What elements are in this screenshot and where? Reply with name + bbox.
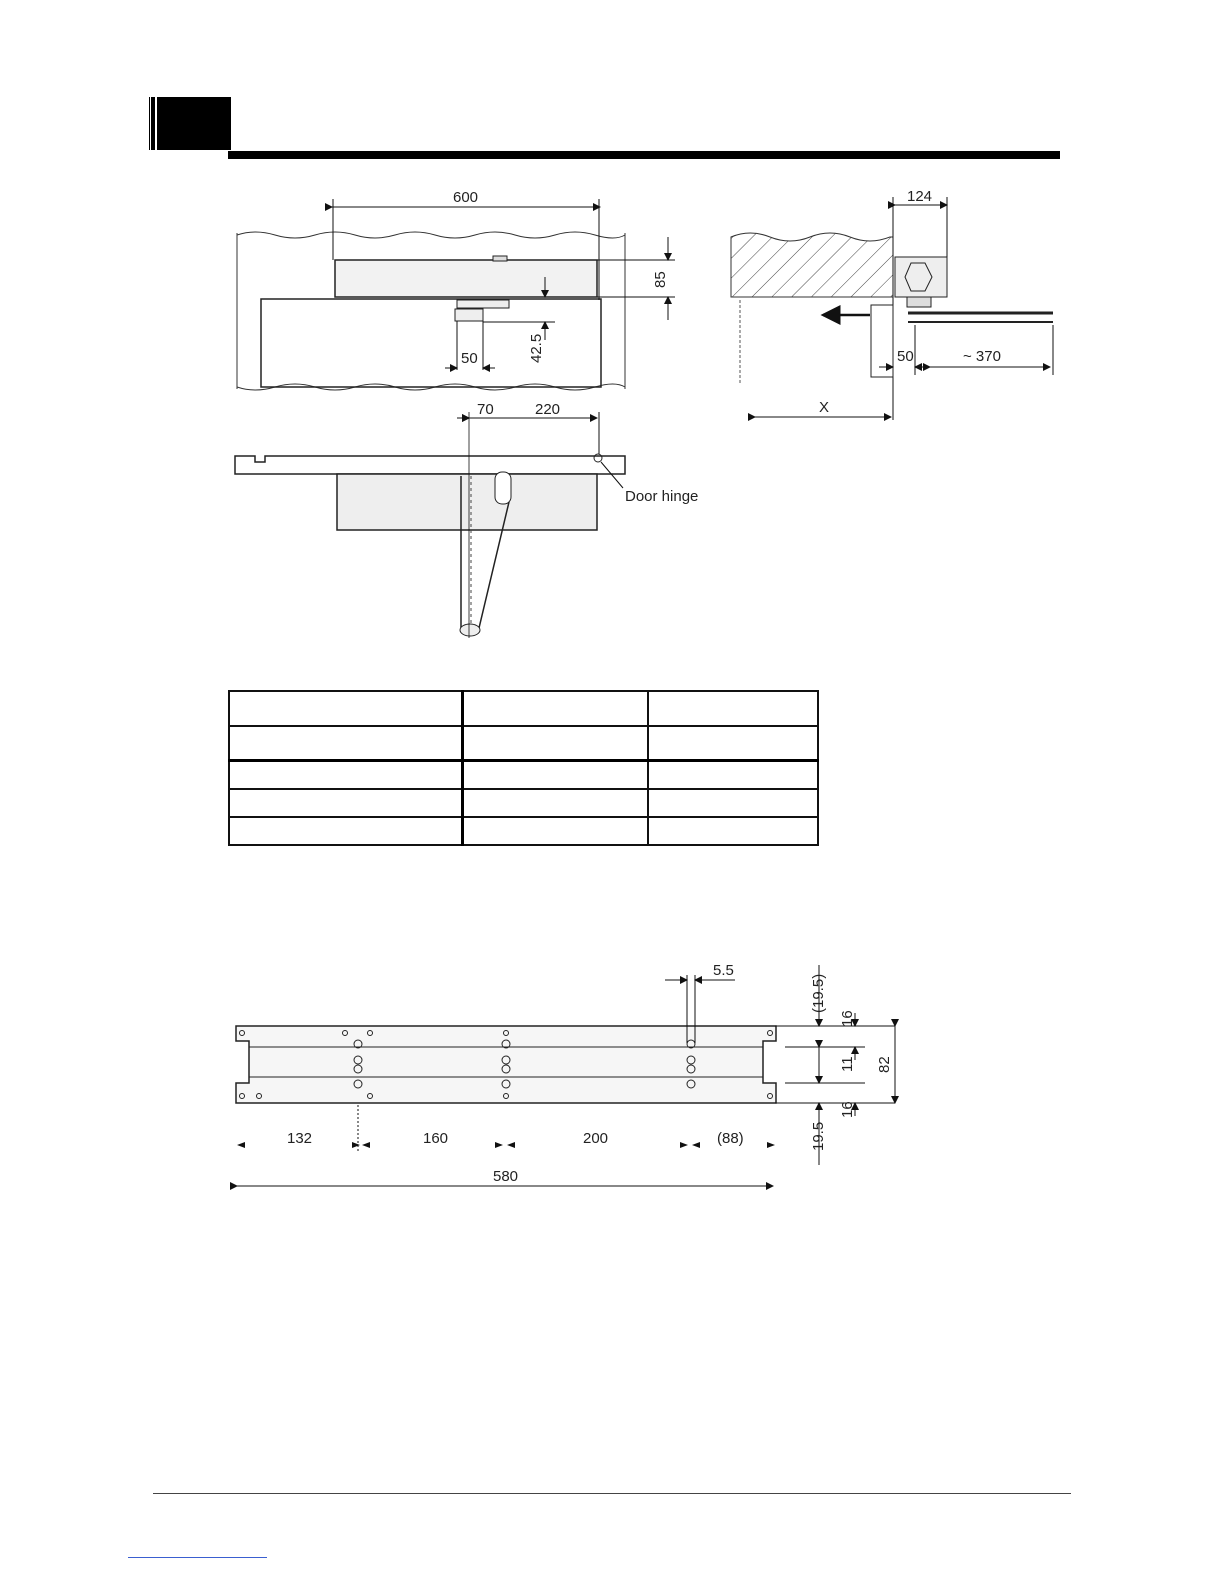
table-cell <box>648 726 818 761</box>
dim-total-height: 82 <box>876 1056 893 1073</box>
footer-link-underline[interactable] <box>128 1557 267 1558</box>
table-cell <box>648 691 818 726</box>
dim-arm-length: ~ 370 <box>963 348 1001 365</box>
dim-rail-top: 16 <box>839 1010 856 1027</box>
table-cell <box>463 761 649 790</box>
table-cell <box>648 761 818 790</box>
dim-depth: 124 <box>907 188 933 205</box>
top-view-drawing <box>225 398 725 648</box>
footer-rule <box>153 1493 1071 1494</box>
dim-side-offset: 50 <box>897 348 914 365</box>
dim-variable-x: X <box>819 399 830 416</box>
dim-offset: 42.5 <box>528 333 545 363</box>
table-cell <box>463 691 649 726</box>
table-cell <box>229 726 463 761</box>
table-row <box>229 691 818 726</box>
door-hinge-label: Door hinge <box>625 488 699 505</box>
table-cell <box>229 761 463 790</box>
table-row <box>229 726 818 761</box>
dim-bottom-margin: 19.5 <box>810 1121 827 1151</box>
dim-hole-diameter: 5.5 <box>713 962 734 979</box>
dim-arm-base: 50 <box>461 350 478 367</box>
dim-total-length: 580 <box>493 1168 519 1185</box>
table-cell <box>229 789 463 817</box>
dim-hinge-offset: 220 <box>535 401 561 418</box>
header-rule <box>228 151 1060 159</box>
dim-seg-1: 132 <box>287 1130 313 1147</box>
dim-seg-4: (88) <box>717 1130 744 1147</box>
dim-height: 85 <box>652 271 669 288</box>
dim-pivot-offset: 70 <box>477 401 494 418</box>
front-view-drawing <box>225 185 695 400</box>
table-row <box>229 789 818 817</box>
dim-seg-2: 160 <box>423 1130 449 1147</box>
table-cell <box>463 726 649 761</box>
table-cell <box>229 817 463 845</box>
dim-rail-bottom: 16 <box>839 1101 856 1118</box>
mounting-plate-drawing <box>225 955 915 1200</box>
dim-rail-gap: 11 <box>839 1056 856 1072</box>
table-row <box>229 761 818 790</box>
table-cell <box>648 789 818 817</box>
dim-top-margin: (19.5) <box>810 973 827 1013</box>
dim-seg-3: 200 <box>583 1130 609 1147</box>
chapter-tab <box>148 97 231 150</box>
table-cell <box>463 817 649 845</box>
dim-width: 600 <box>453 189 479 206</box>
spec-table <box>228 690 819 846</box>
side-view-drawing <box>725 185 1065 430</box>
table-row <box>229 817 818 845</box>
table-cell <box>648 817 818 845</box>
table-cell <box>463 789 649 817</box>
table-cell <box>229 691 463 726</box>
